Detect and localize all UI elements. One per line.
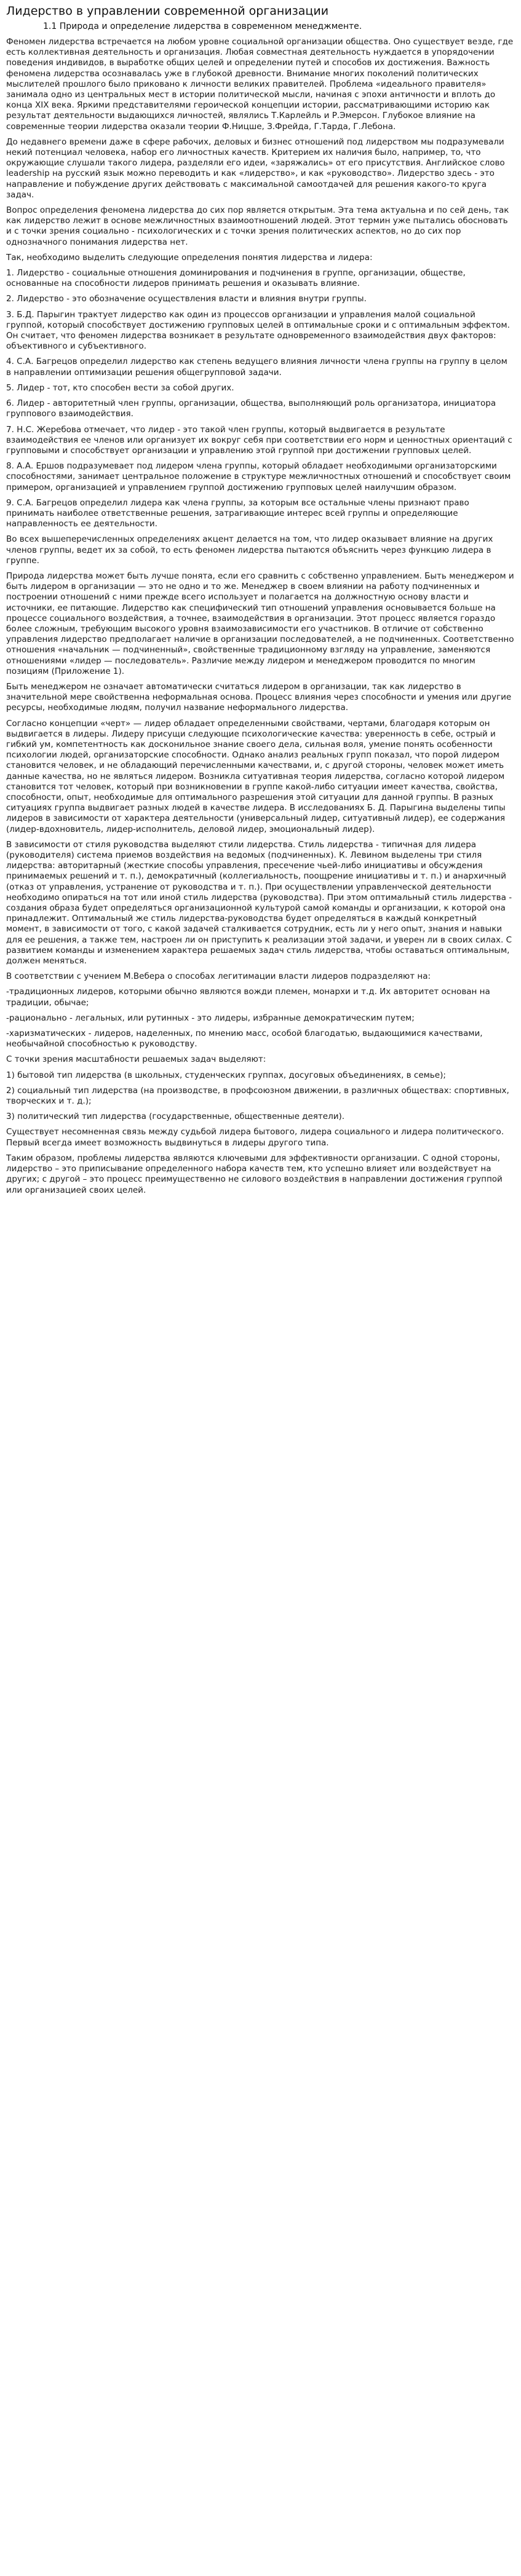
paragraph: 6. Лидер - авторитетный член группы, организации, общества, выполняющий роль организатора, инициатора группового взаимодействия. (6, 398, 496, 419)
document-title: Лидерство в управлении современной организации (6, 4, 329, 18)
paragraph: Вопрос определения феномена лидерства до сих пор является открытым. Эта тема актуальна и по сей день, так как лидерство лежит в основе межличностных взаимоотношений людей. Этот термин уже пытались обосновать и с точки зрения социально - психологических и с точки зрения политических аспектов, но до сих пор однозначного понимания лидерства нет. (6, 205, 509, 247)
paragraph: Согласно концепции «черт» — лидер обладает определенными свойствами, чертами, благодаря которым он выдвигается в лидеры. Лидеру присущи следующие психологические качества: уверенность в себе, острый и гибкий ум, компетентность как досконильное знание своего дела, сильная воля, умение понять особенности психологии людей, организаторские способности. Однако анализ реальных групп показал, что порой лидером становится человек, и не обладающий перечисленными качествами, и, с другой стороны, человек может иметь данные качества, но не являться лидером. Возникла ситуативная теория лидерства, согласно которой лидером становится тот человек, который при возникновении в группе какой-либо ситуации имеет качества, свойства, способности, опыт, необходимые для оптимального разрешения этой ситуации для данной группы. В разных ситуациях группа выдвигает разных людей в качестве лидера. В исследованиях Б. Д. Парыгина выделены типы лидеров в зависимости от характера деятельности (универсальный лидер, ситуативный лидер), ее содержания (лидер-вдохновитель, лидер-исполнитель, деловой лидер, эмоциональный лидер). (6, 718, 506, 834)
paragraph: 9. С.А. Багрецов определил лидера как члена группы, за которым все остальные члены признают право принимать наиболее ответственные решения, затрагивающие интерес всей группы и определяющие направленность ее деятельности. (6, 497, 469, 529)
paragraph: 8. А.А. Ершов подразумевает под лидером члена группы, который обладает необходимыми организаторскими способностями, занимает центральное положение в структуре межличностных отношений и способствует своим примером, организацией и управлением группой достижению групповых целей наилучшим образом. (6, 461, 511, 492)
paragraph: 5. Лидер - тот, кто способен вести за собой других. (6, 382, 234, 393)
paragraph: 1. Лидерство - социальные отношения доминирования и подчинения в группе, организации, обществе, основанные на способности лидеров принимать решения и оказывать влияние. (6, 268, 466, 289)
paragraph: -харизматических - лидеров, наделенных, по мнению масс, особой благодатью, выдающимися качествами, необычайной способностью к руководству. (6, 1029, 483, 1049)
paragraph: Так, необходимо выделить следующие определения понятия лидерства и лидера: (6, 252, 373, 263)
paragraph: -традиционных лидеров, которыми обычно являются вожди племен, монархи и т.д. Их авторитет основан на традиции, обычае; (6, 987, 490, 1008)
section-heading: 1.1 Природа и определение лидерства в современном менеджменте. (43, 22, 362, 31)
paragraph: Существует несомненная связь между судьбой лидера бытового, лидера социального и лидера политического. Первый всегда имеет возможность выдвинуться в лидеры другого типа. (6, 1127, 504, 1148)
document-page (0, 0, 521, 1208)
paragraph: Во всех вышеперечисленных определениях акцент делается на том, что лидер оказывает влияние на других членов группы, ведет их за собой, то есть феномен лидерства пытаются объяснить через функцию лидера в группе. (6, 534, 493, 566)
paragraph: 3. Б.Д. Парыгин трактует лидерство как один из процессов организации и управления малой социальной группой, который способствует достижению групповых целей в оптимальные сроки и с оптимальным эффектом. Он считает, что феномен лидерства возникает в результате одновременного взаимодействия двух факторов: объективного и субъективного. (6, 309, 510, 352)
paragraph: 1) бытовой тип лидерства (в школьных, студенческих группах, досуговых объединениях, в семье); (6, 1070, 446, 1080)
paragraph: 3) политический тип лидерства (государственные, общественные деятели). (6, 1112, 345, 1122)
paragraph: Быть менеджером не означает автоматически считаться лидером в организации, так как лидерство в значительной мере свойственна неформальная основа. Процесс влияния через способности и умения или другие ресурсы, необходимые людям, получил название неформального лидерства. (6, 681, 512, 713)
paragraph: До недавнего времени даже в сфере рабочих, деловых и бизнес отношений под лидерством мы подразумевали некий потенциал человека, набор его личностных качеств. Критерием их наличия было, например, то, что окружающие слушали такого лидера, разделяли его идеи, «заряжались» от его присутствия. Английское слово leadership на русский язык можно переводить и как «лидерство», и как «руководство». Лидерство здесь - это направление и побуждение других действовать с максимальной самоотдачей для решения какого-то круга задач. (6, 136, 505, 200)
paragraph: С точки зрения масштабности решаемых задач выделяют: (6, 1054, 266, 1065)
paragraph: 7. Н.С. Жеребова отмечает, что лидер - это такой член группы, который выдвигается в результате взаимодействия ее членов или организует их вокруг себя при соответствии его норм и ценностных ориентаций с групповыми и способствует организации и управлению этой группой при достижении групповых целей. (6, 424, 512, 456)
paragraph: Природа лидерства может быть лучше понята, если его сравнить с собственно управлением. Быть менеджером и быть лидером в организации — это не одно и то же. Менеджер в своем влиянии на работу подчиненных и построении отношений с ними прежде всего использует и полагается на должностную основу власти и источники, ее питающие. Лидерство как специфический тип отношений управления основывается больше на процессе социального воздействия, а точнее, взаимодействия в организации. Этот процесс является гораздо более сложным, требующим высокого уровня взаимозависимости его участников. В отличие от собственно управления лидерство предполагает наличие в организации последователей, а не подчиненных. Соответственно отношения «начальник — подчиненный», свойственные традиционному взгляду на управление, заменяются отношениями «лидер — последователь». Различие между лидером и менеджером проводится по многим позициям (Приложение 1). (6, 571, 514, 676)
paragraph: 4. С.А. Багрецов определил лидерство как степень ведущего влияния личности члена группы на группу в целом в направлении оптимизации решения общегрупповой задачи. (6, 357, 507, 377)
paragraph: В соответствии с учением М.Вебера о способах легитимации власти лидеров подразделяют на: (6, 971, 431, 982)
paragraph: -рационально - легальных, или рутинных - это лидеры, избранные демократическим путем; (6, 1013, 415, 1023)
paragraph: 2) социальный тип лидерства (на производстве, в профсоюзном движении, в различных обществах: спортивных, творческих и т. д.); (6, 1085, 509, 1107)
document-body (6, 37, 515, 1196)
paragraph: В зависимости от стиля руководства выделяют стили лидерства. Стиль лидерства - типичная для лидера (руководителя) система приемов воздействия на ведомых (подчиненных). К. Левином выделены три стиля лидерства: авторитарный (жесткие способы управления, пресечение чьей-либо инициативы и обсуждения принимаемых решений и т. п.), демократичный (коллегиальность, поощрение инициативы и т. п.) и анархичный (отказ от управления, устранение от руководства и т. п.). При осуществлении управленческой деятельности необходимо опираться на тот или иной стиль лидерства (руководства). При этом оптимальный стиль лидерства - создания образа будет определяться организационной культурой самой команды и организации, к которой она принадлежит. Оптимальный же стиль лидерства-руководства будет определяться в каждый конкретный момент, в зависимости от того, с какой задачей сталкивается сотрудник, есть ли у него опыт, знания и навыки для ее решения, а также тем, настроен ли он приступить к реализации этой задачи, и уверен ли в своих силах. С развитием команды и изменением характера решаемых задач стиль лидерства, чтобы оставаться оптимальным, должен меняться. (6, 839, 512, 966)
paragraph: 2. Лидерство - это обозначение осуществления власти и влияния внутри группы. (6, 294, 367, 304)
paragraph: Таким образом, проблемы лидерства являются ключевыми для эффективности организации. С одной стороны, лидерство – это приписывание определенного набора качеств тем, кто успешно влияет или воздействует на других; с другой – это процесс преимущественно не силового воздействия в направлении достижения группой или организацией своих целей. (6, 1153, 503, 1195)
paragraph: Феномен лидерства встречается на любом уровне социальной организации общества. Оно существует везде, где есть коллективная деятельность и организация. Любая совместная деятельность нуждается в упорядочении поведения индивидов, в выработке общих целей и определении путей и способов их достижения. Важность феномена лидерства осознавалась уже в глубокой древности. Внимание многих поколений политических мыслителей прошлого было приковано к личности великих правителей. Проблема «идеального правителя» занимала одно из центральных мест в истории политической мысли, начиная с эпохи античности и вплоть до конца XIX века. Яркими представителями героической концепции истории, рассматривающими историю как результат деятельности выдающихся личностей, являлись Т.Карлейль и Р.Эмерсон. Глубокое влияние на современные теории лидерства оказали теории Ф.Ницше, З.Фрейда, Г.Тарда, Г.Лебона. (6, 37, 514, 132)
